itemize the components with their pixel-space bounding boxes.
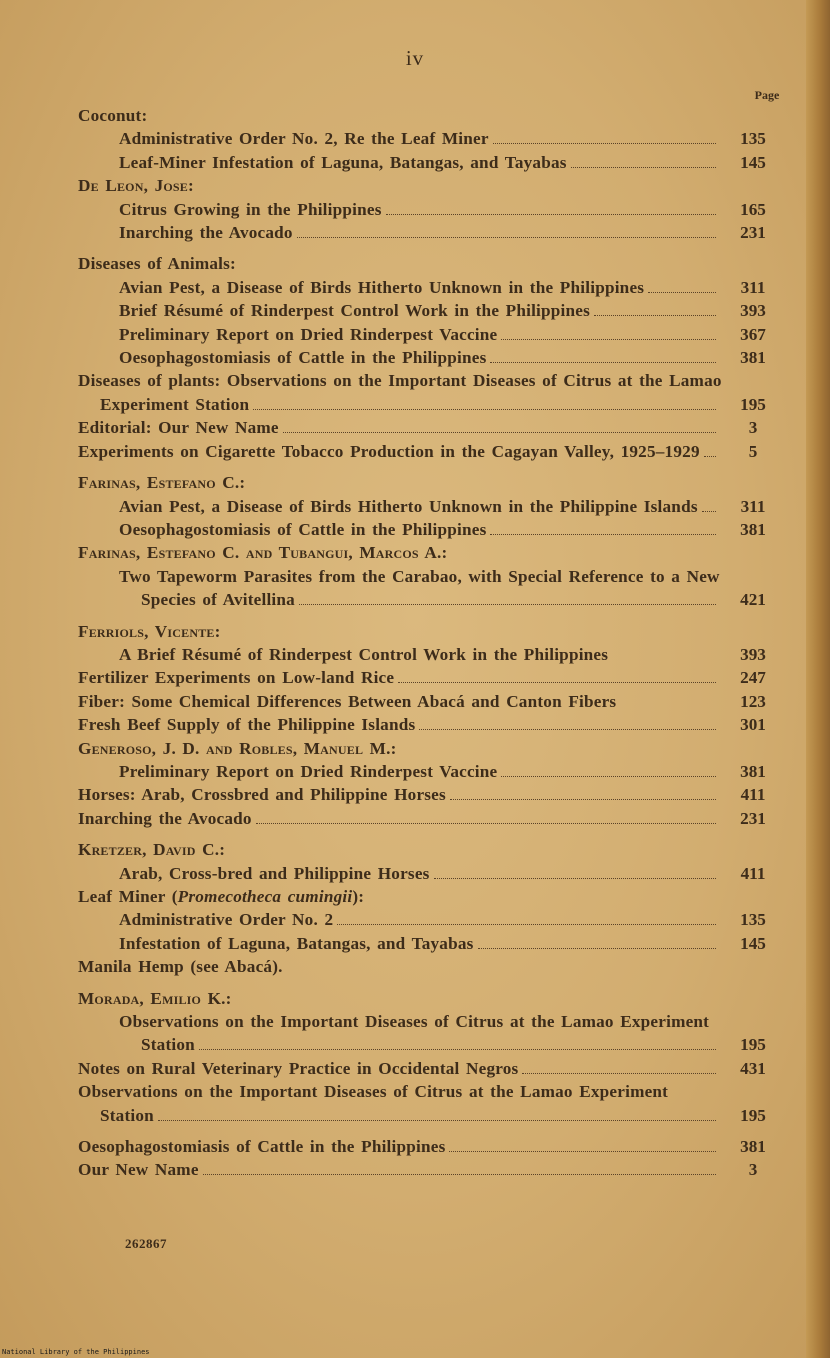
dot-leader <box>450 798 716 800</box>
index-entry <box>78 416 784 439</box>
entry-title: Oesophagostomiasis of Cattle in the Philippines <box>78 1137 446 1157</box>
entry-title: Observations on the Important Diseases of Citrus at the Lamao Experiment Station <box>119 1012 710 1055</box>
entry-title: A Brief Résumé of Rinderpest Control Work in the Philippines <box>119 644 609 664</box>
entry-title: Administrative Order No. 2 <box>119 910 334 930</box>
entry-title: Leaf-Miner Infestation of Laguna, Batangas, and Tayabas <box>119 152 567 172</box>
author-heading <box>78 541 784 564</box>
index-entry <box>78 1010 784 1057</box>
entry-page-number: 231 <box>740 223 766 243</box>
subject-heading <box>78 885 784 908</box>
entry-page-number: 135 <box>740 129 766 149</box>
entry-page-number: 123 <box>740 691 766 711</box>
index-entry <box>78 666 784 689</box>
entry-page-number: 411 <box>740 785 766 805</box>
entry-page-number: 411 <box>740 863 766 883</box>
entry-page-number: 301 <box>740 715 766 735</box>
dot-leader <box>704 455 716 457</box>
page-edge-shadow <box>806 0 830 1358</box>
entry-title: Oesophagostomiasis of Cattle in the Philippines <box>119 519 487 539</box>
index-entry <box>78 1057 784 1080</box>
dot-leader <box>648 291 716 293</box>
dot-leader <box>283 431 716 433</box>
dot-leader <box>501 338 716 340</box>
entry-title: Fertilizer Experiments on Low-land Rice <box>78 668 395 688</box>
author-heading <box>78 987 784 1010</box>
entry-title: Oesophagostomiasis of Cattle in the Philippines <box>119 348 487 368</box>
entry-title: Avian Pest, a Disease of Birds Hitherto Unknown in the Philippine Islands <box>119 496 698 516</box>
dot-leader <box>337 923 716 925</box>
entry-page-number: 381 <box>740 348 766 368</box>
index-entry <box>78 760 784 783</box>
entry-title: Our New Name <box>78 1160 199 1180</box>
index-entry <box>78 198 784 221</box>
dot-leader <box>571 166 716 168</box>
dot-leader <box>501 775 716 777</box>
dot-leader <box>594 314 716 316</box>
entry-page-number: 311 <box>740 277 766 297</box>
index-entry <box>78 690 784 713</box>
subject-heading <box>78 104 784 127</box>
entry-title: Diseases of Animals: <box>78 254 236 274</box>
entry-title: Farinas, Estefano C.: <box>78 473 246 493</box>
entry-title: Preliminary Report on Dried Rinderpest Vaccine <box>119 761 498 781</box>
index-entry <box>78 518 784 541</box>
entry-title: Observations on the Important Diseases of Citrus at the Lamao Experiment Station <box>78 1082 669 1125</box>
entry-page-number: 381 <box>740 761 766 781</box>
index-entry <box>78 221 784 244</box>
index-entry <box>78 807 784 830</box>
entry-page-number: 421 <box>740 590 766 610</box>
index-entry <box>78 369 784 416</box>
dot-leader <box>203 1173 716 1175</box>
index-entry <box>78 151 784 174</box>
entry-page-number: 195 <box>740 1035 766 1055</box>
page-column-header: Page <box>754 88 780 102</box>
index-entry <box>78 908 784 931</box>
index-entry <box>78 1135 784 1158</box>
index-entry <box>78 643 784 666</box>
author-heading <box>78 620 784 643</box>
author-heading <box>78 174 784 197</box>
dot-leader <box>398 681 716 683</box>
entry-title: Brief Résumé of Rinderpest Control Work in the Philippines <box>119 301 590 321</box>
entry-title: Morada, Emilio K.: <box>78 988 232 1008</box>
dot-leader <box>490 533 716 535</box>
footer-code: 262867 <box>125 1236 167 1251</box>
entry-page-number: 195 <box>740 394 766 414</box>
entry-title: Diseases of plants: Observations on the Important Diseases of Citrus at the Lamao Experiment Station <box>78 371 722 414</box>
dot-leader <box>297 236 716 238</box>
library-credit: National Library of the Philippines <box>2 1348 150 1356</box>
index-entry <box>78 862 784 885</box>
entry-page-number: 3 <box>748 1160 758 1180</box>
entry-title: Citrus Growing in the Philippines <box>119 199 382 219</box>
index-entry <box>78 299 784 322</box>
entry-title: Experiments on Cigarette Tobacco Production in the Cagayan Valley, 1925–1929 <box>78 441 700 461</box>
entry-page-number: 393 <box>740 301 766 321</box>
index-entry <box>78 783 784 806</box>
dot-leader <box>199 1048 716 1050</box>
entry-title: Arab, Cross-bred and Philippine Horses <box>119 863 430 883</box>
entry-page-number: 145 <box>740 152 766 172</box>
entry-title: Administrative Order No. 2, Re the Leaf Miner <box>119 129 489 149</box>
entry-title: Ferriols, Vicente: <box>78 621 221 641</box>
dot-leader <box>449 1150 716 1152</box>
entry-title: Notes on Rural Veterinary Practice in Occidental Negros <box>78 1058 519 1078</box>
entry-page-number: 135 <box>740 910 766 930</box>
entry-page-number: 5 <box>748 441 758 461</box>
entry-page-number: 145 <box>740 933 766 953</box>
entry-page-number: 367 <box>740 324 766 344</box>
entry-title: Coconut: <box>78 106 148 125</box>
entry-title: De Leon, Jose: <box>78 176 194 196</box>
entry-title: Avian Pest, a Disease of Birds Hitherto Unknown in the Philippines <box>119 277 645 297</box>
entry-page-number: 247 <box>740 668 766 688</box>
index-entry <box>78 932 784 955</box>
subject-heading <box>78 252 784 275</box>
dot-leader <box>490 361 716 363</box>
entry-title: Infestation of Laguna, Batangas, and Tayabas <box>119 933 474 953</box>
entry-page-number: 3 <box>748 418 758 438</box>
entry-title: Fresh Beef Supply of the Philippine Islands <box>78 715 416 735</box>
entry-title: Editorial: Our New Name <box>78 418 279 438</box>
entry-title: Manila Hemp (see Abacá). <box>78 957 283 977</box>
entry-title: Leaf Miner (Promecotheca cumingii): <box>78 887 365 906</box>
dot-leader <box>493 142 716 144</box>
index-entry <box>78 127 784 150</box>
dot-leader <box>256 822 716 824</box>
index-entry <box>78 1158 784 1181</box>
dot-leader <box>299 603 716 605</box>
author-heading <box>78 471 784 494</box>
entry-title: Horses: Arab, Crossbred and Philippine Horses <box>78 785 446 805</box>
index-entry <box>78 440 784 463</box>
dot-leader <box>158 1119 716 1121</box>
entry-page-number: 195 <box>740 1105 766 1125</box>
entry-title: Two Tapeworm Parasites from the Carabao, with Special Reference to a New Species of Avitellina <box>119 566 720 610</box>
dot-leader <box>419 728 716 730</box>
index-entry <box>78 276 784 299</box>
subject-heading <box>78 955 784 978</box>
entry-page-number: 381 <box>740 519 766 539</box>
index-entry <box>78 565 784 612</box>
entry-title: Generoso, J. D. and Robles, Manuel M.: <box>78 738 397 758</box>
entry-page-number: 393 <box>740 644 766 664</box>
dot-leader <box>253 408 716 410</box>
dot-leader <box>522 1072 716 1074</box>
entry-title: Preliminary Report on Dried Rinderpest Vaccine <box>119 324 498 344</box>
index-entry <box>78 323 784 346</box>
entry-page-number: 381 <box>740 1137 766 1157</box>
author-heading <box>78 838 784 861</box>
dot-leader <box>478 947 716 949</box>
index-entry <box>78 495 784 518</box>
entry-title: Farinas, Estefano C. and Tubangui, Marcos A.: <box>78 543 448 563</box>
index-entry <box>78 346 784 369</box>
entry-page-number: 431 <box>740 1058 766 1078</box>
entry-title: Fiber: Some Chemical Differences Between Abacá and Canton Fibers <box>78 691 617 711</box>
entry-page-number: 165 <box>740 199 766 219</box>
index-entry <box>78 713 784 736</box>
page-number: iv <box>405 46 425 70</box>
dot-leader <box>386 213 716 215</box>
dot-leader <box>702 510 716 512</box>
index-entry <box>78 1080 784 1127</box>
entry-title: Inarching the Avocado <box>119 223 293 243</box>
entry-title: Inarching the Avocado <box>78 808 252 828</box>
entry-page-number: 311 <box>740 496 766 516</box>
index-list <box>78 104 784 1182</box>
dot-leader <box>434 877 716 879</box>
entry-title: Kretzer, David C.: <box>78 840 226 860</box>
entry-page-number: 231 <box>740 808 766 828</box>
author-heading <box>78 737 784 760</box>
